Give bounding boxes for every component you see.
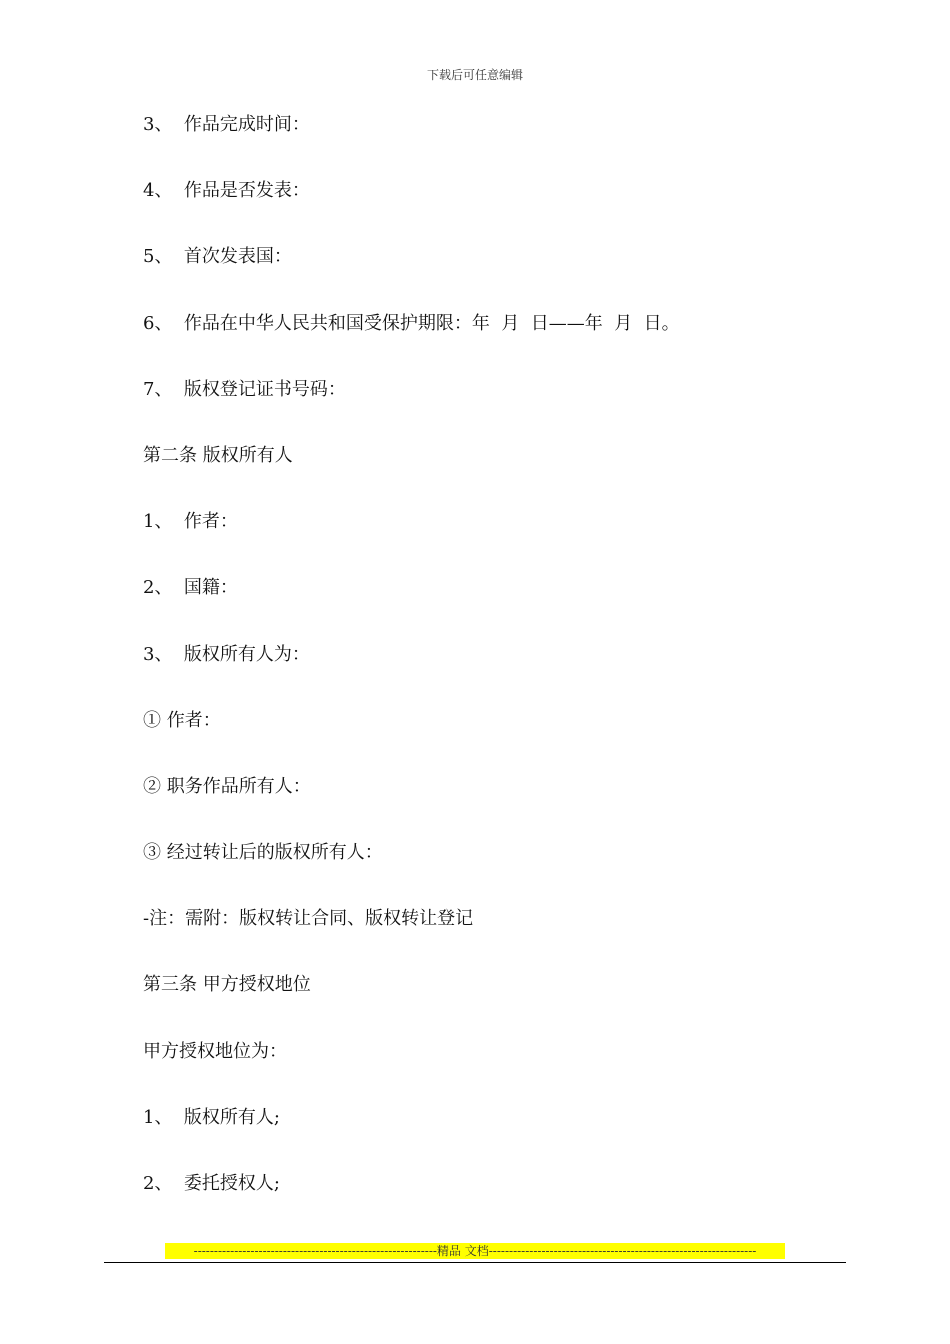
- section-heading: 第三条 甲方授权地位: [143, 974, 311, 996]
- footer-divider: [104, 1262, 846, 1263]
- clause-line: 2、 委托授权人;: [143, 1173, 280, 1194]
- clause-line: 1、 版权所有人;: [143, 1106, 280, 1128]
- note-line: -注：需附：版权转让合同、版权转让登记: [143, 908, 474, 930]
- clause-line: 7、 版权登记证书号码：: [143, 378, 346, 400]
- section-heading: 第二条 版权所有人: [143, 444, 293, 466]
- clause-line: 1、 作者：: [143, 511, 238, 533]
- footer-highlight-text: ------------------------------------------------------------精品 文档------------------------------------------------------------------: [165, 1243, 785, 1259]
- sub-clause-line: ① 作者：: [143, 709, 221, 731]
- clause-line: 3、 版权所有人为：: [143, 643, 310, 665]
- clause-line: 6、 作品在中华人民共和国受保护期限：年 月 日——年 月 日。: [143, 312, 680, 334]
- sub-clause-line: ③ 经过转让后的版权所有人：: [143, 842, 383, 864]
- sub-clause-line: ② 职务作品所有人：: [143, 775, 311, 797]
- page-header: 下载后可任意编辑: [426, 68, 523, 82]
- clause-line: 5、 首次发表国：: [143, 246, 292, 268]
- document-body: [143, 113, 843, 1238]
- paragraph-line: 甲方授权地位为：: [143, 1040, 287, 1062]
- clause-line: 3、 作品完成时间：: [143, 114, 310, 135]
- clause-line: 4、 作品是否发表：: [143, 180, 310, 202]
- clause-line: 2、 国籍：: [143, 577, 238, 599]
